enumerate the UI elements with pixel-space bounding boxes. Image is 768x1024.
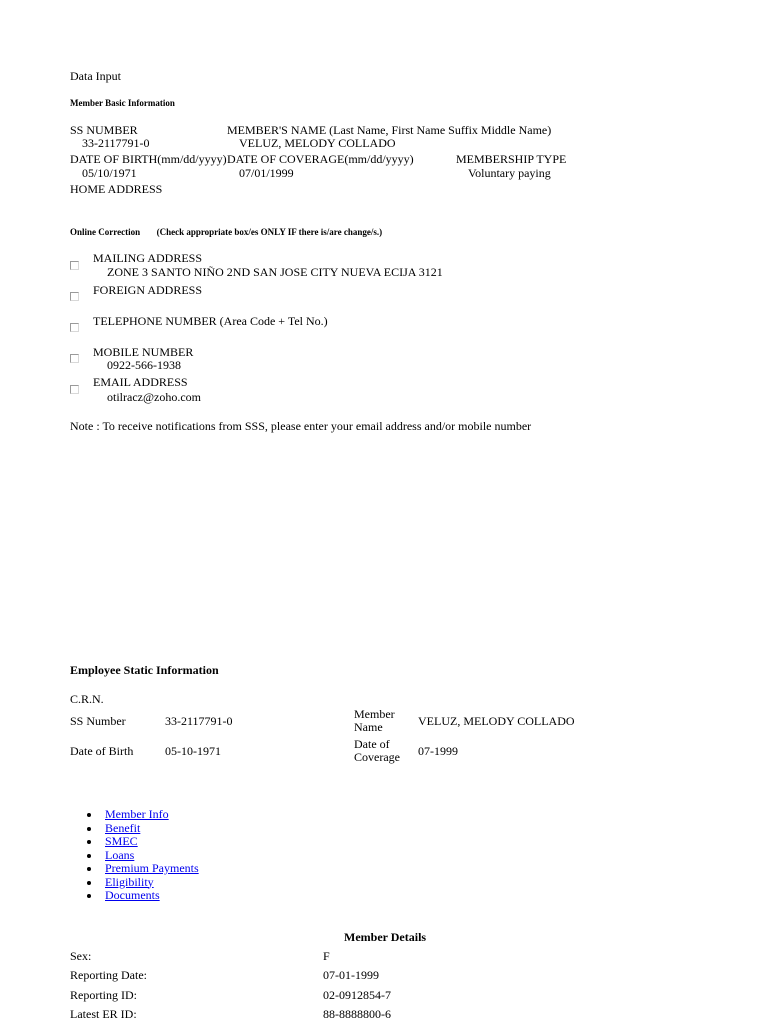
nav-item-documents [87,889,199,903]
telephone-number-checkbox[interactable] [70,323,79,332]
bullet-icon [87,854,91,858]
nav-item-loans [87,849,199,863]
static-ss-number-label: SS Number [70,714,126,728]
documents-link[interactable]: Documents [105,888,160,902]
premium-payments-link[interactable]: Premium Payments [105,861,199,875]
ss-number-value: 33-2117791-0 [82,136,150,150]
static-member-name-value: VELUZ, MELODY COLLADO [418,714,575,728]
nav-item-premium-payments [87,862,199,876]
static-member-name-label-line1: Member [354,707,395,721]
static-coverage-label-line1: Date of [354,737,390,751]
bullet-icon [87,894,91,898]
dob-label: DATE OF BIRTH(mm/dd/yyyy) [70,152,227,166]
ss-number-label: SS NUMBER [70,123,138,137]
crn-label: C.R.N. [70,692,104,706]
sex-value: F [323,949,330,963]
basic-info-section-title: Member Basic Information [70,98,175,108]
coverage-label: DATE OF COVERAGE(mm/dd/yyyy) [227,152,414,166]
reporting-date-label: Reporting Date: [70,968,147,982]
static-coverage-label [354,738,400,764]
telephone-number-label: TELEPHONE NUMBER (Area Code + Tel No.) [93,314,328,328]
eligibility-link[interactable]: Eligibility [105,874,154,889]
static-ss-number-value: 33-2117791-0 [165,714,233,728]
bullet-icon [87,840,91,844]
mobile-number-label: MOBILE NUMBER [93,345,194,359]
coverage-value: 07/01/1999 [239,166,294,180]
foreign-address-label: FOREIGN ADDRESS [93,283,203,297]
email-address-checkbox[interactable] [70,385,79,394]
reporting-id-label: Reporting ID: [70,988,137,1002]
bullet-icon [87,881,91,885]
smec-link[interactable]: SMEC [105,834,138,848]
benefit-link[interactable]: Benefit [105,820,141,835]
page-title: Data Input [70,69,121,83]
nav-item-eligibility [87,876,199,890]
home-address-label: HOME ADDRESS [70,182,163,196]
static-dob-value: 05-10-1971 [165,744,221,758]
online-correction-instruction: (Check appropriate box/es ONLY IF there is/are change/s.) [156,227,383,237]
member-info-link[interactable]: Member Info [105,807,169,821]
bullet-icon [87,827,91,831]
static-dob-label: Date of Birth [70,744,134,758]
reporting-id-value: 02-0912854-7 [323,988,391,1002]
mobile-number-checkbox[interactable] [70,354,79,363]
notification-note: Note : To receive notifications from SSS, please enter your email address and/or mobile number [70,419,532,433]
member-nav-list [87,808,199,903]
mailing-address-checkbox[interactable] [70,261,79,270]
mailing-address-label: MAILING ADDRESS [93,251,203,265]
nav-item-smec [87,835,199,849]
nav-item-member-info [87,808,199,822]
nav-item-benefit [87,822,199,836]
static-info-title: Employee Static Information [70,663,219,677]
bullet-icon [87,813,91,817]
email-address-label: EMAIL ADDRESS [93,375,188,389]
membership-type-value: Voluntary paying [468,166,551,180]
static-coverage-value: 07-1999 [418,744,458,758]
static-coverage-label-line2: Coverage [354,750,400,764]
static-member-name-label-line2: Name [354,720,383,734]
member-name-value: VELUZ, MELODY COLLADO [239,136,396,150]
latest-er-id-value: 88-8888800-6 [323,1007,391,1021]
online-correction-label: Online Correction [70,227,141,237]
sex-label: Sex: [70,949,92,963]
static-member-name-label [354,708,395,734]
online-correction-title [70,225,382,239]
mobile-number-value: 0922-566-1938 [107,358,181,372]
member-details-title: Member Details [344,930,427,944]
reporting-date-value: 07-01-1999 [323,968,379,982]
dob-value: 05/10/1971 [82,166,137,180]
latest-er-id-label: Latest ER ID: [70,1007,137,1021]
membership-type-label: MEMBERSHIP TYPE [456,152,567,166]
foreign-address-checkbox[interactable] [70,292,79,301]
loans-link[interactable]: Loans [105,847,135,862]
email-address-value: otilracz@zoho.com [107,390,202,404]
member-name-label: MEMBER'S NAME (Last Name, First Name Suffix Middle Name) [227,123,552,137]
mailing-address-value: ZONE 3 SANTO NIÑO 2ND SAN JOSE CITY NUEVA ECIJA 3121 [107,265,443,279]
bullet-icon [87,867,91,871]
